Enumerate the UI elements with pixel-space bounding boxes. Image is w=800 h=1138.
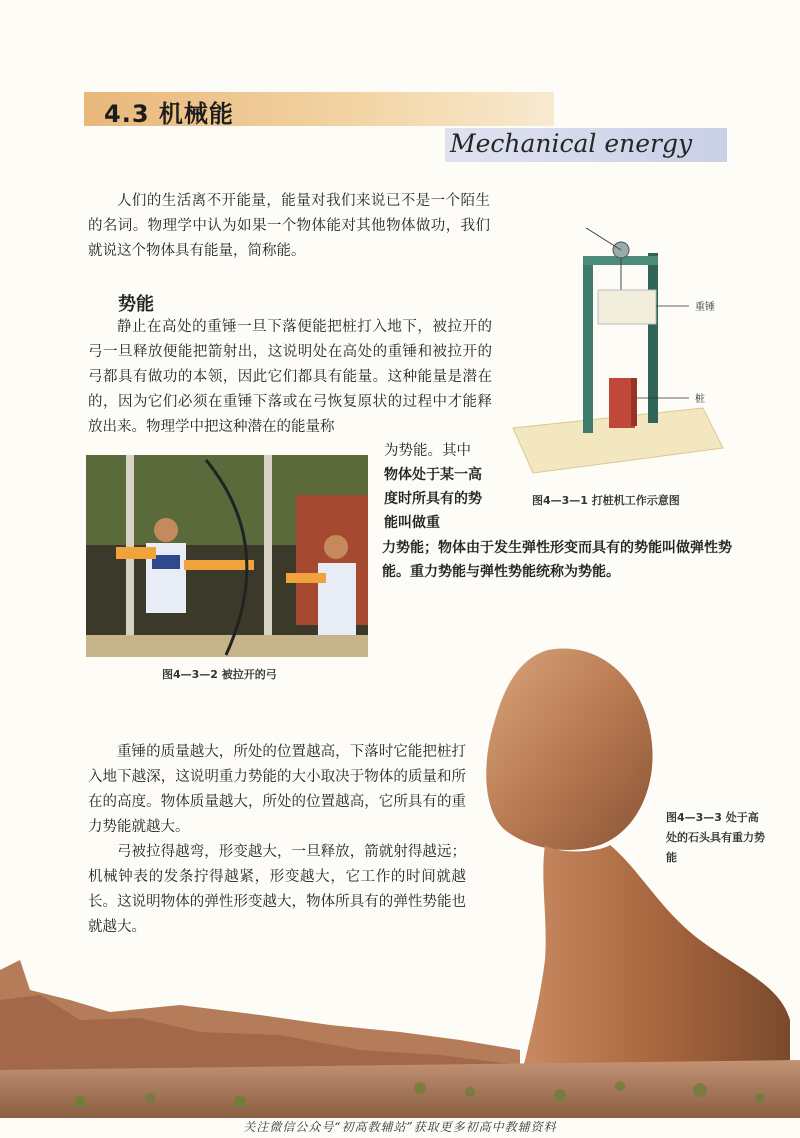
definition-tail: 力势能；物体由于发生弹性形变而具有的势能叫做弹性势能。重力势能与弹性势能统称为势能。 <box>382 540 732 580</box>
definition-wrap <box>384 439 494 535</box>
figure-3-caption: 图4—3—3 处于高处的石头具有重力势能 <box>666 811 765 864</box>
label-hammer: 重锤 <box>695 302 715 313</box>
archery-photo <box>86 455 368 657</box>
footer-note: 关注微信公众号“初高教辅站”获取更多初高中教辅资料 <box>243 1120 557 1134</box>
subsection-heading: 势能 <box>118 294 154 315</box>
section-subtitle: Mechanical energy <box>450 129 693 158</box>
definition-bold: 物体处于某一高度时所具有的势能叫做重 <box>384 467 482 531</box>
potential-energy-paragraph: 静止在高处的重锤一旦下落便能把桩打入地下，被拉开的弓一旦释放便能把箭射出，这说明处在高处的重锤和被拉开的弓都具有做功的本领，因此它们都具有能量。这种能量是潜在的，因为它们必须在重锤下落或在弓恢复原状的过程中才能释放出来。物理学中把这种潜在的能量称 <box>88 319 492 435</box>
figure-2-caption: 图4—3—2 被拉开的弓 <box>162 668 277 681</box>
gravity-potential-paragraph: 重锤的质量越大，所处的位置越高，下落时它能把桩打入地下越深，这说明重力势能的大小取决于物体的质量和所在的高度。物体质量越大，所处的位置越高，它所具有的重力势能就越大。 <box>88 744 466 835</box>
pile-driver-diagram <box>503 228 733 478</box>
definition-first-line: 为势能。其中 <box>384 443 471 459</box>
intro-paragraph: 人们的生活离不开能量，能量对我们来说已不是一个陌生的名词。物理学中认为如果一个物体能对其他物体做功，我们就说这个物体具有能量，简称能。 <box>88 193 490 259</box>
label-pile: 桩 <box>695 394 705 405</box>
elastic-potential-paragraph: 弓被拉得越弯，形变越大，一旦释放，箭就射得越远；机械钟表的发条拧得越紧，形变越大，它工作的时间就越长。这说明物体的弹性形变越大，物体所具有的弹性势能也就越大。 <box>88 844 466 935</box>
section-title: 4.3 机械能 <box>104 100 234 128</box>
figure-1-caption: 图4—3—1 打桩机工作示意图 <box>532 494 680 507</box>
